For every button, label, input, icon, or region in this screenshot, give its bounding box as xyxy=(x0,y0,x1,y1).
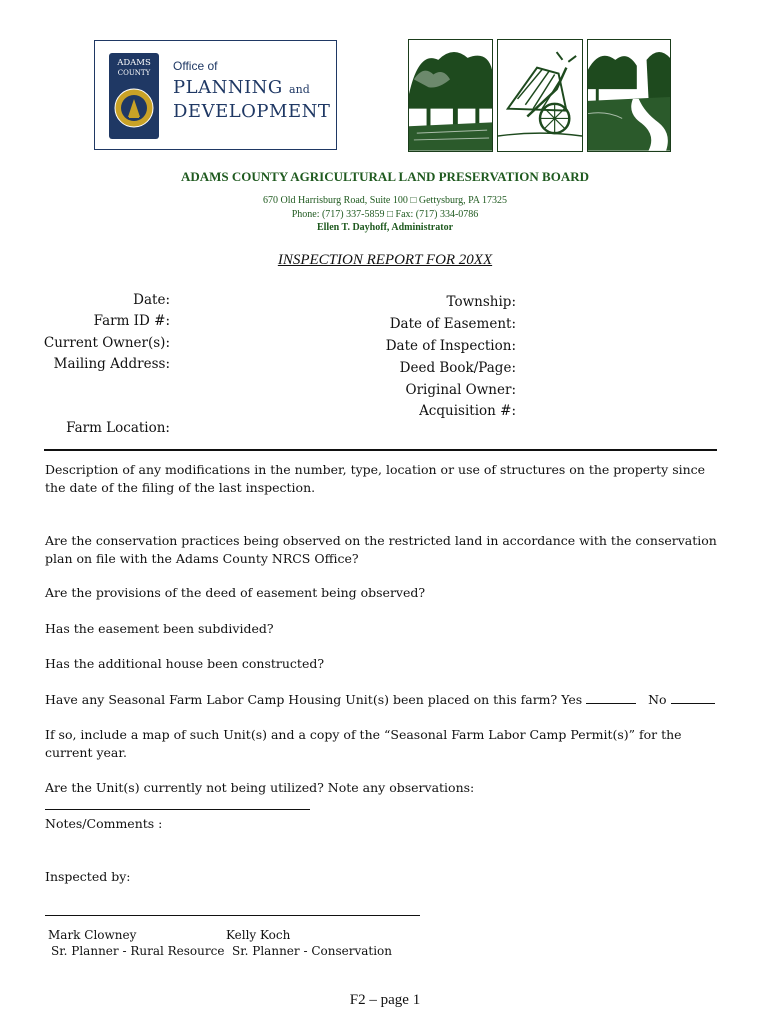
seal-line-2: COUNTY xyxy=(117,69,151,77)
trees-landscape-image xyxy=(408,39,493,152)
question-modifications: Description of any modifications in the number, type, location or use of structures on the property since the date of the filing of the last inspection. xyxy=(45,462,706,495)
units-utilized-text: Are the Unit(s) currently not being utilized? Note any observations: xyxy=(45,780,475,795)
question-labor-camp xyxy=(45,691,728,709)
date-of-inspection-label: Date of Inspection: xyxy=(385,338,516,354)
inspector2-name: Kelly Koch xyxy=(226,928,291,942)
question-additional-house: Has the additional house been constructed? xyxy=(45,656,325,671)
inspector1-name: Mark Clowney xyxy=(48,928,137,942)
inspected-by-label: Inspected by: xyxy=(45,869,131,884)
yes-blank[interactable] xyxy=(586,691,636,704)
question-units-utilized xyxy=(45,779,728,815)
original-owner-label: Original Owner: xyxy=(405,382,516,398)
and-word: and xyxy=(289,83,310,96)
rural-road-image xyxy=(587,39,671,152)
farm-id-label: Farm ID #: xyxy=(93,313,170,329)
farm-location-label: Farm Location: xyxy=(66,420,170,436)
township-label: Township: xyxy=(446,294,516,310)
acquisition-number-label: Acquisition #: xyxy=(419,403,516,419)
no-label: No xyxy=(648,692,667,707)
question-deed-provisions: Are the provisions of the deed of easement being observed? xyxy=(45,585,426,600)
section-divider xyxy=(44,449,717,451)
question-subdivided: Has the easement been subdivided? xyxy=(45,621,274,636)
current-owner-label: Current Owner(s): xyxy=(43,335,170,351)
labor-camp-question-text: Have any Seasonal Farm Labor Camp Housing Unit(s) been placed on this farm? Yes xyxy=(45,692,583,707)
question-conservation: Are the conservation practices being observed on the restricted land in accordance with the conservation plan on file with the Adams County NRCS Office? xyxy=(45,533,717,566)
board-phone-fax: Phone: (717) 337-5859 □ Fax: (717) 334-0786 xyxy=(291,209,479,220)
date-of-easement-label: Date of Easement: xyxy=(389,316,516,332)
seal-line-1: ADAMS xyxy=(117,58,151,68)
board-title: ADAMS COUNTY AGRICULTURAL LAND PRESERVATION BOARD xyxy=(180,169,590,184)
report-title: INSPECTION REPORT FOR 20XX xyxy=(277,252,493,268)
signature-line[interactable] xyxy=(45,915,420,916)
board-address: 670 Old Harrisburg Road, Suite 100 □ Gettysburg, PA 17325 xyxy=(263,195,507,206)
notes-comments-label: Notes/Comments : xyxy=(45,816,163,831)
no-blank[interactable] xyxy=(671,691,715,704)
farm-machinery-image xyxy=(497,39,583,152)
inspector1-title: Sr. Planner - Rural Resource xyxy=(51,944,225,958)
question-include-map: If so, include a map of such Unit(s) and a copy of the “Seasonal Farm Labor Camp Permit(s)” for the current year. xyxy=(45,727,682,760)
mailing-address-label: Mailing Address: xyxy=(53,356,170,372)
office-of-text: Office of xyxy=(173,59,218,73)
county-seal-icon xyxy=(109,53,159,139)
development-text: DEVELOPMENT xyxy=(173,101,331,122)
board-administrator: Ellen T. Dayhoff, Administrator xyxy=(316,222,454,233)
planning-office-logo xyxy=(94,40,337,150)
planning-word: PLANNING xyxy=(173,77,283,98)
inspector2-title: Sr. Planner - Conservation xyxy=(232,944,392,958)
observations-blank[interactable] xyxy=(45,797,310,810)
date-label: Date: xyxy=(133,292,170,308)
planning-text xyxy=(173,77,310,98)
deed-book-page-label: Deed Book/Page: xyxy=(399,360,516,376)
page-footer: F2 – page 1 xyxy=(349,992,421,1008)
